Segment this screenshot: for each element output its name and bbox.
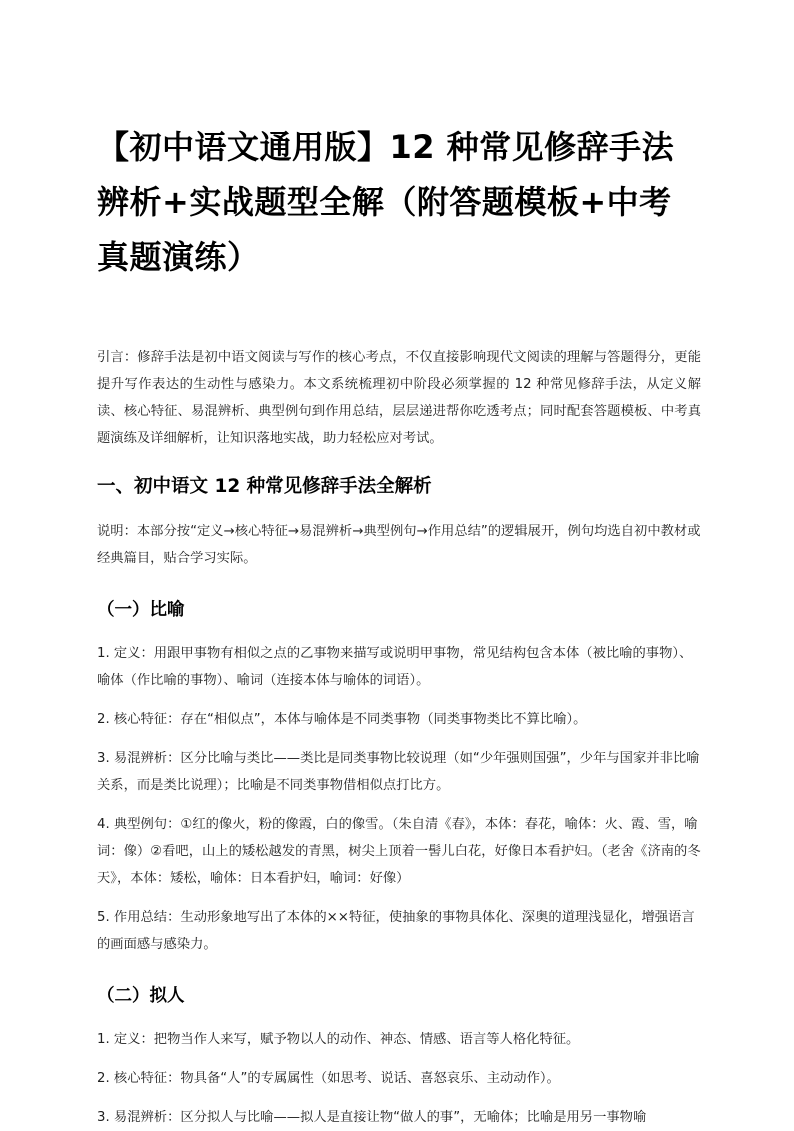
- intro-paragraph: 引言：修辞手法是初中语文阅读与写作的核心考点，不仅直接影响现代文阅读的理解与答题得分，更能提升写作表达的生动性与感染力。本文系统梳理初中阶段必须掌握的 12 种常见修辞手法，从定义解读、核心特征、易混辨析、典型例句到作用总结，层层递进帮你吃透考点；同时配套答题模板、中考真题演练及详细解析，让知识落地实战，助力轻松应对考试。: [97, 350, 701, 446]
- document-title: 【初中语文通用版】12 种常见修辞手法辨析+实战题型全解（附答题模板+中考真题演练）: [97, 128, 675, 276]
- list-item: 3. 易混辨析：区分拟人与比喻——拟人是直接让物“做人的事”，无喻体；比喻是用另一事物喻: [97, 1110, 647, 1125]
- list-item: 1. 定义：把物当作人来写，赋予物以人的动作、神态、情感、语言等人格化特征。: [97, 1032, 580, 1047]
- list-item: 2. 核心特征：物具备“人”的专属属性（如思考、说话、喜怒哀乐、主动动作）。: [97, 1071, 560, 1086]
- subsection-heading-personification: （二）拟人: [97, 986, 185, 1006]
- section-note: 说明：本部分按“定义→核心特征→易混辨析→典型例句→作用总结”的逻辑展开，例句均选自初中教材或经典篇目，贴合学习实际。: [97, 524, 701, 566]
- list-item: 2. 核心特征：存在“相似点”，本体与喻体是不同类事物（同类事物类比不算比喻）。: [97, 712, 587, 727]
- subsection-heading-metaphor: （一）比喻: [97, 600, 185, 620]
- list-item: 1. 定义：用跟甲事物有相似之点的乙事物来描写或说明甲事物，常见结构包含本体（被比喻的事物）、喻体（作比喻的事物）、喻词（连接本体与喻体的词语）。: [97, 646, 693, 688]
- section-heading: 一、初中语文 12 种常见修辞手法全解析: [97, 476, 432, 497]
- list-item: 3. 易混辨析：区分比喻与类比——类比是同类事物比较说理（如“少年强则国强”，少年与国家并非比喻关系，而是类比说理）；比喻是不同类事物借相似点打比方。: [97, 751, 700, 793]
- list-item: 4. 典型例句：①红的像火，粉的像霞，白的像雪。（朱自清《春》，本体：春花，喻体：火、霞、雪，喻词：像）②看吧，山上的矮松越发的青黑，树尖上顶着一髻儿白花，好像日本看护妇。（老舍《济南的冬天》，本体：矮松，喻体：日本看护妇，喻词：好像）: [97, 817, 701, 886]
- list-item: 5. 作用总结：生动形象地写出了本体的××特征，使抽象的事物具体化、深奥的道理浅显化，增强语言的画面感与感染力。: [97, 910, 695, 952]
